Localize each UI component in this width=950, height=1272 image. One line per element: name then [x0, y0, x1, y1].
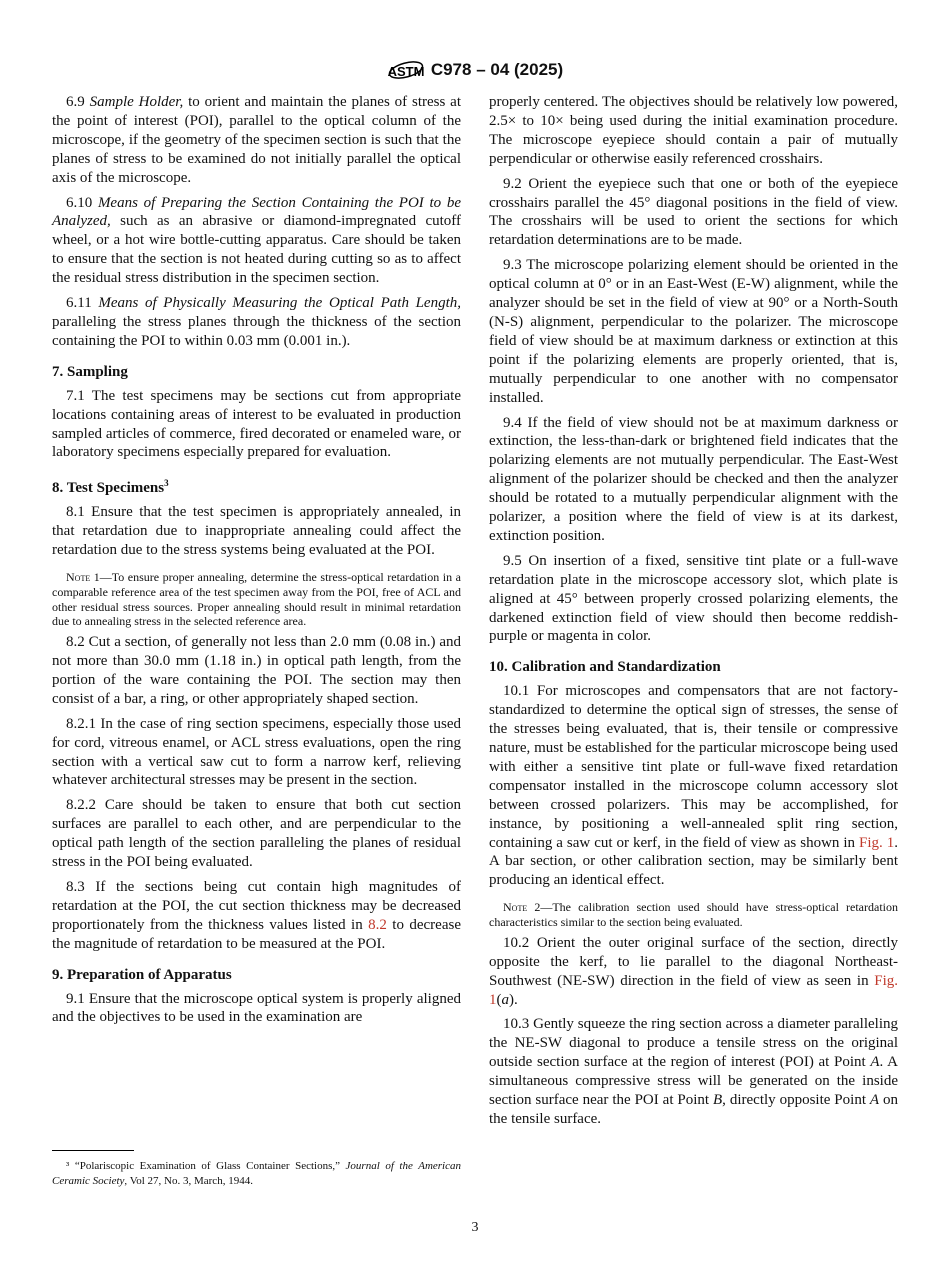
text-run: . A bar section, or other calibration section, may be similarly bent producing an identical effect. [489, 834, 898, 889]
section-heading [52, 363, 461, 382]
text-run: 9.2 Orient the eyepiece such that one or both of the eyepiece crosshairs parallel the 45° diagonal positions in the field of view. The crosshairs will be used to orient the sections for which retardation determinations are to be made. [489, 175, 898, 249]
text-run: 10.1 For microscopes and compensators that are not factory-standardized to determine the optical sign of stresses, the sense of the stresses being evaluated, that is, their tensile or compressive nature, must be established for the particular microscope being used with either a sensitive tint plate or full-wave fixed retardation compensator installed in the microscope column accessory slot between crossed polarizers. This may be accomplished, for instance, by positioning a well-annealed split ring section, containing a saw cut or kerf, in the field of view as shown in [489, 683, 898, 851]
paragraph [52, 633, 461, 709]
text-run: on the tensile surface. [489, 1092, 898, 1127]
text-run: to orient and maintain the planes of stress at the point of interest (POI), parallel to the optical column of the microscope, if the geometry of the specimen section is such that the planes of stress to be examined do not initially parallel the optical axis of the microscope. [52, 94, 461, 186]
note-label: Note [503, 900, 528, 915]
paragraph [489, 682, 898, 890]
cross-reference-link[interactable]: Fig. 1 [489, 972, 898, 1008]
text-run: 10.2 Orient the outer original surface of the section, directly opposite the kerf, to lie parallel to the diagonal Northeast-Southwest (NE-SW) direction in the field of view as seen in [489, 934, 898, 989]
cross-reference-link[interactable]: 8.2 [368, 916, 387, 933]
text-run: 8.2.2 Care should be taken to ensure that both cut section surfaces are parallel to each other, and are perpendicular to the optical path length of the section paralleling the planes of residual stress in the POI being evaluated. [52, 797, 461, 871]
section-heading [489, 658, 898, 677]
footnote-divider [52, 1150, 134, 1151]
text-run: paralleling the stress planes through the thickness of the section containing the POI to within 0.03 mm (0.001 in.). [52, 313, 461, 349]
text-run: 1—To ensure proper annealing, determine the stress-optical retardation in a comparable reference area of the test specimen away from the POI, free of ACL and other residual stress sources. Proper annealing should result in minimal retardation due to annealing stress in the selected reference area. [52, 569, 461, 629]
paragraph [52, 878, 461, 954]
footnote-marker: 3 [164, 478, 169, 489]
text-run: 7. Sampling [52, 363, 128, 380]
text-run: , Vol 27, No. 3, March, 1944. [124, 1175, 253, 1187]
italic-text: B [713, 1092, 723, 1109]
italic-text: a [501, 991, 509, 1008]
section-heading [52, 474, 461, 498]
paragraph [489, 175, 898, 251]
text-run: 10.3 Gently squeeze the ring section across a diameter paralleling the NE-SW diagonal to produce a tensile stress on the original outside section surface at the region of interest (POI) at Point [489, 1016, 898, 1071]
cross-reference-link[interactable]: Fig. 1 [859, 834, 895, 851]
paragraph [52, 387, 461, 463]
text-run: 9.1 Ensure that the microscope optical system is properly aligned and the objectives to be used in the examination are [52, 990, 461, 1026]
paragraph [52, 93, 461, 188]
page-number: 3 [471, 1220, 479, 1235]
paragraph [52, 715, 461, 791]
italic-text: Sample Holder, [89, 94, 184, 110]
note [489, 900, 898, 930]
svg-text:ASTM: ASTM [387, 64, 425, 79]
italic-text: A [869, 1092, 880, 1109]
right-column [489, 93, 898, 1135]
document-id: C978 – 04 (2025) [430, 60, 564, 79]
paragraph [489, 1015, 898, 1128]
text-run: 2—The calibration section used should have stress-optical retardation characteristics similar to the section being evaluated. [489, 900, 898, 930]
italic-text: A [870, 1054, 880, 1071]
text-run: . A simultaneous compressive stress will be generated on the inside section surface near the POI at Point [489, 1054, 898, 1109]
text-run: , directly opposite Point [722, 1092, 870, 1109]
text-run: 6.11 [66, 295, 99, 312]
text-run: properly centered. The objectives should be relatively low powered, 2.5× to 10× being used during the initial examination procedure. The microscope eyepiece should contain a pair of mutually perpendicular or otherwise easily referenced crosshairs. [489, 94, 898, 167]
italic-text: Means of Physically Measuring the Optical Path Length, [98, 295, 461, 312]
text-run: 9.5 On insertion of a fixed, sensitive tint plate or a full-wave retardation plate in the microscope accessory slot, which plate is aligned at 45° between properly crossed polarizing elements, the darkened extinction field of view should then become reddish-purple or magenta in color. [489, 552, 898, 645]
text-run: 8.2.1 In the case of ring section specimens, especially those used for cord, vitreous enamel, or ACL stress evaluations, open the ring section with a vertical saw cut to form a narrow kerf, relieving whatever architectural stresses may be present in the section. [52, 715, 461, 789]
text-run: 9. Preparation of Apparatus [52, 966, 232, 983]
section-heading [52, 966, 461, 985]
paragraph [489, 552, 898, 647]
left-column [52, 93, 461, 1033]
paragraph [52, 194, 461, 289]
footnote-text [52, 1159, 461, 1189]
text-run: 7.1 The test specimens may be sections cut from appropriate locations containing areas of interest to be evaluated in production sampled articles of commerce, fired decorated or enameled ware, or laboratory specimens especially prepared for evaluation. [52, 387, 461, 461]
text-run: 6.9 [66, 94, 90, 110]
text-run: 9.3 The microscope polarizing element should be oriented in the optical column at 0° or in an East-West (E-W) alignment, while the analyzer should be set in the field of view at 90° or a North-South (N-S) alignment, perpendicular to the polarizer. The microscope field of view should be at maximum darkness or extinction at this point if the polarizing elements are properly oriented, that is, mutually perpendicular to one another with no compensator installed. [489, 257, 898, 406]
note-label: Note [66, 569, 91, 584]
italic-text: Journal of the American Ceramic Society [52, 1160, 461, 1187]
note [52, 570, 461, 629]
text-run: 8. Test Specimens [52, 480, 165, 497]
text-run: such as an abrasive or diamond-impregnated cutoff wheel, or a hot wire bottle-cutting apparatus. Care should be taken to ensure that the section is not heated during cutting so as to affect the residual stress distribution in the specimen section. [52, 213, 461, 287]
paragraph [52, 294, 461, 351]
footnote [52, 1150, 461, 1195]
page-header [0, 56, 950, 84]
paragraph [489, 934, 898, 1010]
text-run: ³ “Polariscopic Examination of Glass Container Sections,” [66, 1160, 346, 1172]
text-run: 9.4 If the field of view should not be at maximum darkness or extinction, the less-than-dark or brightened field indicates that the polarizing elements are not mutually perpendicular. The East-West alignment of the polarizer should be checked and then the analyzer should be rotated to a mutually perpendicular alignment with the polarizer, a position where the field of view is at its darkest, extinction position. [489, 414, 898, 544]
text-run: 8.3 If the sections being cut contain high magnitudes of retardation at the POI, the cut section thickness may be decreased proportionately from the thickness values listed in [52, 879, 461, 933]
paragraph-continued [489, 93, 898, 169]
paragraph [489, 256, 898, 407]
paragraph [52, 796, 461, 872]
text-run: to decrease the magnitude of retardation to be measured at the POI. [52, 916, 461, 952]
text-run: ( [496, 991, 502, 1008]
paragraph [52, 990, 461, 1028]
text-run: ). [509, 991, 518, 1008]
text-run: 8.2 Cut a section, of generally not less than 2.0 mm (0.08 in.) and not more than 30.0 mm (1.18 in.) in optical path length, from the portion of the ware containing the POI. The section may then consist of a bar, a ring, or other appropriately shaped section. [52, 634, 461, 707]
paragraph [52, 503, 461, 560]
text-run: 10. Calibration and Standardization [489, 659, 721, 676]
astm-logo [387, 56, 425, 84]
paragraph [489, 414, 898, 546]
italic-text: Means of Preparing the Section Containing the POI to be Analyzed, [52, 194, 461, 230]
text-run: 8.1 Ensure that the test specimen is appropriately annealed, in that retardation due to inappropriate annealing could affect the retardation due to the stress systems being evaluated at the POI. [52, 504, 461, 559]
text-run: 6.10 [66, 194, 98, 211]
